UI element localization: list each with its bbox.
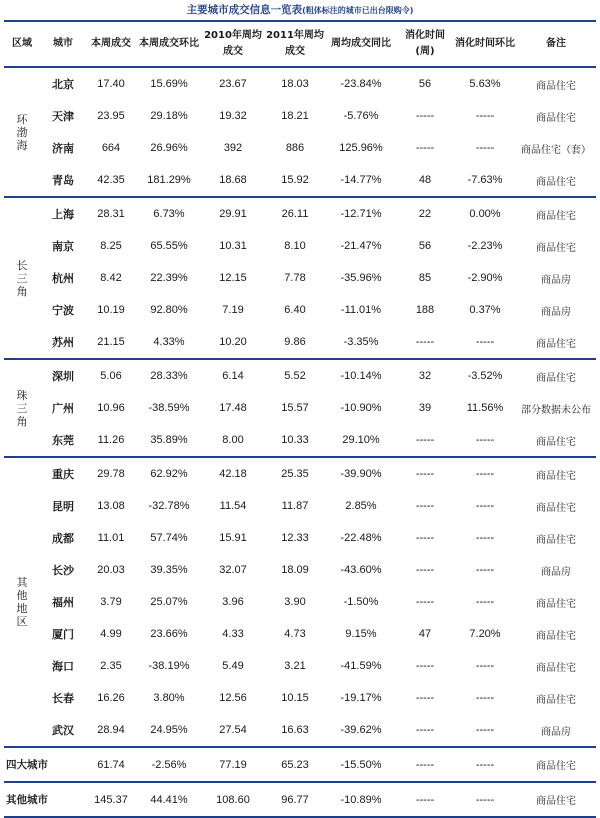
city-name: 福州	[52, 596, 74, 609]
value-cell: -----	[415, 500, 435, 512]
value-cell: -----	[415, 660, 435, 672]
note-cell: 商品房	[541, 726, 571, 738]
table-title	[0, 0, 600, 20]
value-cell: 6.14	[202, 359, 264, 392]
value-cell: -----	[415, 110, 435, 122]
table-row	[4, 522, 596, 554]
value-cell: 5.06	[86, 359, 136, 392]
table-row	[4, 424, 596, 457]
region-name: 其他地区	[16, 576, 28, 628]
value-cell: -----	[475, 142, 495, 154]
value-cell: -2.56%	[136, 747, 202, 782]
value-cell: -38.19%	[148, 660, 190, 672]
value-cell: 18.21	[281, 110, 309, 122]
value-cell: 16.26	[97, 692, 125, 704]
note-cell: 商品住宅	[536, 502, 576, 514]
table-row	[4, 392, 596, 424]
value-cell: 42.18	[202, 457, 264, 490]
value-cell: 8.25	[100, 240, 122, 252]
column-header: 区域	[4, 21, 40, 67]
value-cell: 9.86	[284, 336, 306, 348]
value-cell: -----	[475, 434, 495, 446]
value-cell: -----	[475, 724, 495, 736]
value-cell: -----	[475, 500, 495, 512]
value-cell: -10.89%	[326, 782, 396, 817]
value-cell: 85	[418, 272, 432, 284]
note-cell: 商品房	[541, 306, 571, 318]
value-cell: 15.91	[219, 532, 247, 544]
city-name: 海口	[52, 660, 74, 673]
value-cell: -22.48%	[340, 532, 382, 544]
value-cell: 35.89%	[150, 434, 188, 446]
value-cell: -35.96%	[340, 272, 382, 284]
value-cell: -----	[415, 724, 435, 736]
value-cell: 16.63	[281, 724, 309, 736]
value-cell: -5.76%	[343, 110, 379, 122]
value-cell: 12.56	[219, 692, 247, 704]
table-row	[4, 164, 596, 197]
value-cell: -----	[475, 532, 495, 544]
value-cell: 65.55%	[150, 240, 188, 252]
value-cell: -----	[475, 564, 495, 576]
region-label	[4, 359, 40, 457]
column-header: 消化时间环比	[454, 21, 516, 67]
value-cell: -39.90%	[326, 457, 396, 490]
city-name: 广州	[52, 402, 74, 415]
value-cell: 10.31	[219, 240, 247, 252]
region-label	[4, 197, 40, 359]
value-cell: -1.50%	[343, 596, 379, 608]
table-row	[4, 682, 596, 714]
value-cell: 18.03	[264, 67, 326, 100]
value-cell: 25.07%	[150, 596, 188, 608]
value-cell: 20.03	[97, 564, 125, 576]
value-cell: 7.78	[284, 272, 306, 284]
value-cell: 3.79	[100, 596, 122, 608]
value-cell: 29.18%	[150, 110, 188, 122]
value-cell: 5.52	[264, 359, 326, 392]
city-name: 济南	[52, 142, 74, 155]
value-cell: 61.74	[86, 747, 136, 782]
total-row	[4, 747, 596, 782]
value-cell: 15.92	[281, 174, 309, 186]
value-cell: 10.20	[219, 336, 247, 348]
city-name: 厦门	[52, 628, 74, 641]
value-cell: -3.35%	[343, 336, 379, 348]
value-cell: 9.15%	[345, 628, 377, 640]
value-cell: 32	[396, 359, 454, 392]
value-cell: 25.35	[264, 457, 326, 490]
value-cell: -----	[454, 457, 516, 490]
value-cell: 188	[415, 304, 435, 316]
value-cell: -2.23%	[467, 240, 503, 252]
value-cell: 11.01	[97, 532, 125, 544]
value-cell: 23.95	[97, 110, 125, 122]
region-name: 珠三角	[16, 388, 28, 428]
value-cell: 7.20%	[469, 628, 501, 640]
value-cell: -23.84%	[326, 67, 396, 100]
value-cell: -----	[415, 596, 435, 608]
region-label	[4, 457, 40, 747]
region-name: 长三角	[16, 258, 28, 298]
value-cell: 17.48	[219, 402, 247, 414]
value-cell: 48	[418, 174, 432, 186]
value-cell: 17.40	[86, 67, 136, 100]
value-cell: -21.47%	[340, 240, 382, 252]
value-cell: 11.56%	[466, 402, 504, 414]
table-row	[4, 554, 596, 586]
value-cell: 10.19	[97, 304, 125, 316]
table-row	[4, 714, 596, 747]
value-cell: 27.54	[219, 724, 247, 736]
value-cell: 12.33	[281, 532, 309, 544]
value-cell: -43.60%	[340, 564, 382, 576]
city-name: 长沙	[52, 564, 74, 577]
value-cell: -10.90%	[340, 402, 382, 414]
value-cell: 6.73%	[136, 197, 202, 230]
note-cell: 商品住宅	[516, 782, 596, 817]
value-cell: 56	[396, 67, 454, 100]
note-cell: 商品住宅	[516, 359, 596, 392]
value-cell: 181.29%	[147, 174, 191, 186]
city-name: 昆明	[52, 500, 74, 513]
value-cell: 8.10	[284, 240, 306, 252]
note-cell: 商品住宅	[536, 630, 576, 642]
value-cell: -14.77%	[340, 174, 382, 186]
value-cell: -19.17%	[340, 692, 382, 704]
value-cell: -----	[475, 692, 495, 704]
note-cell: 商品住宅	[536, 436, 576, 448]
note-cell: 商品住宅	[536, 598, 576, 610]
note-cell: 商品住宅	[536, 662, 576, 674]
note-cell: 商品住宅	[536, 694, 576, 706]
column-header: 城市	[40, 21, 86, 67]
note-cell: 商品住宅	[536, 242, 576, 254]
value-cell: -15.50%	[326, 747, 396, 782]
value-cell: 4.33%	[153, 336, 185, 348]
transaction-table	[4, 20, 596, 818]
value-cell: 44.41%	[136, 782, 202, 817]
value-cell: 125.96%	[339, 142, 383, 154]
note-cell: 商品住宅（套）	[521, 144, 591, 156]
region-label	[4, 67, 40, 197]
value-cell: 6.40	[284, 304, 306, 316]
region-name: 环渤海	[16, 112, 28, 152]
column-header: 周均成交同比	[326, 21, 396, 67]
value-cell: -----	[415, 142, 435, 154]
note-cell: 商品住宅	[536, 534, 576, 546]
value-cell: 47	[418, 628, 432, 640]
value-cell: 23.67	[202, 67, 264, 100]
value-cell: 0.37%	[469, 304, 501, 316]
value-cell: -----	[475, 596, 495, 608]
value-cell: -7.63%	[467, 174, 503, 186]
value-cell: 7.19	[222, 304, 244, 316]
table-row	[4, 100, 596, 132]
value-cell: 886	[285, 142, 305, 154]
note-cell: 商品住宅	[516, 747, 596, 782]
value-cell: 13.08	[97, 500, 125, 512]
table-row	[4, 490, 596, 522]
value-cell: -38.59%	[148, 402, 190, 414]
value-cell: -----	[415, 434, 435, 446]
value-cell: 8.00	[222, 434, 244, 446]
city-name: 天津	[52, 110, 74, 123]
value-cell: -----	[396, 747, 454, 782]
value-cell: 2.85%	[345, 500, 377, 512]
column-header: 2010年周均成交	[202, 21, 264, 67]
note-cell: 商品住宅	[516, 67, 596, 100]
note-cell: 商品住宅	[536, 338, 576, 350]
value-cell: 664	[101, 142, 121, 154]
table-row	[4, 326, 596, 359]
value-cell: 19.32	[219, 110, 247, 122]
value-cell: 21.15	[97, 336, 125, 348]
value-cell: 62.92%	[136, 457, 202, 490]
value-cell: 4.33	[222, 628, 244, 640]
value-cell: 10.33	[281, 434, 309, 446]
table-row	[4, 262, 596, 294]
value-cell: -----	[415, 532, 435, 544]
value-cell: 22	[396, 197, 454, 230]
table-row	[4, 457, 596, 490]
value-cell: 3.90	[284, 596, 306, 608]
value-cell: 4.73	[284, 628, 306, 640]
value-cell: 11.54	[219, 500, 247, 512]
value-cell: -----	[396, 782, 454, 817]
city-name: 武汉	[52, 724, 74, 737]
value-cell: 0.00%	[454, 197, 516, 230]
city-name: 长春	[52, 692, 74, 705]
value-cell: 26.11	[264, 197, 326, 230]
value-cell: -----	[415, 692, 435, 704]
value-cell: 3.21	[284, 660, 306, 672]
value-cell: -11.01%	[340, 304, 382, 316]
value-cell: 42.35	[97, 174, 125, 186]
value-cell: -32.78%	[148, 500, 190, 512]
value-cell: 39	[418, 402, 432, 414]
value-cell: 18.68	[219, 174, 247, 186]
city-name: 北京	[40, 67, 86, 100]
note-cell: 商品房	[541, 566, 571, 578]
table-row	[4, 586, 596, 618]
column-header: 本周成交环比	[136, 21, 202, 67]
city-name: 南京	[52, 240, 74, 253]
value-cell: 92.80%	[150, 304, 188, 316]
table-row	[4, 132, 596, 164]
value-cell: -----	[475, 110, 495, 122]
city-name: 东莞	[52, 434, 74, 447]
value-cell: -----	[396, 457, 454, 490]
value-cell: -----	[415, 336, 435, 348]
value-cell: 108.60	[202, 782, 264, 817]
value-cell: -----	[415, 564, 435, 576]
value-cell: -----	[475, 336, 495, 348]
value-cell: 15.57	[281, 402, 309, 414]
value-cell: 11.87	[281, 500, 309, 512]
value-cell: 28.31	[86, 197, 136, 230]
value-cell: 29.78	[86, 457, 136, 490]
value-cell: 11.26	[97, 434, 125, 446]
value-cell: -3.52%	[454, 359, 516, 392]
title-note: (粗体标注的城市已出台限购令)	[302, 6, 414, 15]
city-name: 宁波	[52, 304, 74, 317]
value-cell: 24.95%	[150, 724, 188, 736]
city-name: 苏州	[52, 336, 74, 349]
note-cell: 商品住宅	[516, 457, 596, 490]
value-cell: 77.19	[202, 747, 264, 782]
table-row	[4, 197, 596, 230]
total-label: 其他城市	[4, 782, 86, 817]
table-row	[4, 650, 596, 682]
value-cell: -10.14%	[326, 359, 396, 392]
value-cell: 10.15	[281, 692, 309, 704]
note-cell: 商品住宅	[516, 197, 596, 230]
value-cell: -41.59%	[340, 660, 382, 672]
column-header: 消化时间(周)	[396, 21, 454, 67]
value-cell: 29.91	[202, 197, 264, 230]
value-cell: -39.62%	[340, 724, 382, 736]
city-name: 杭州	[52, 272, 74, 285]
value-cell: 12.15	[219, 272, 247, 284]
table-body	[4, 67, 596, 817]
column-header: 2011年周均成交	[264, 21, 326, 67]
value-cell: 32.07	[219, 564, 247, 576]
value-cell: 4.99	[100, 628, 122, 640]
note-cell: 部分数据未公布	[521, 404, 591, 416]
value-cell: 10.96	[97, 402, 125, 414]
header-row	[4, 21, 596, 67]
table-header	[4, 21, 596, 67]
value-cell: 22.39%	[150, 272, 188, 284]
value-cell: 145.37	[86, 782, 136, 817]
value-cell: -----	[475, 660, 495, 672]
table-row	[4, 230, 596, 262]
value-cell: 3.80%	[153, 692, 185, 704]
value-cell: -----	[454, 782, 516, 817]
note-cell: 商品住宅	[536, 112, 576, 124]
title-text: 主要城市成交信息一览表	[186, 4, 303, 16]
value-cell: 65.23	[264, 747, 326, 782]
note-cell: 商品房	[541, 274, 571, 286]
total-label: 四大城市	[4, 747, 86, 782]
city-name: 重庆	[40, 457, 86, 490]
value-cell: 2.35	[100, 660, 122, 672]
value-cell: -12.71%	[326, 197, 396, 230]
value-cell: 23.66%	[150, 628, 188, 640]
city-name: 青岛	[52, 174, 74, 187]
value-cell: 18.09	[281, 564, 309, 576]
value-cell: 28.33%	[136, 359, 202, 392]
value-cell: 3.96	[222, 596, 244, 608]
table-row	[4, 67, 596, 100]
city-name: 深圳	[40, 359, 86, 392]
value-cell: 8.42	[100, 272, 122, 284]
value-cell: 15.69%	[136, 67, 202, 100]
value-cell: 57.74%	[150, 532, 188, 544]
value-cell: 56	[418, 240, 432, 252]
column-header: 备注	[516, 21, 596, 67]
city-name: 成都	[52, 532, 74, 545]
value-cell: 39.35%	[150, 564, 188, 576]
table-row	[4, 618, 596, 650]
value-cell: 392	[223, 142, 243, 154]
table-row	[4, 359, 596, 392]
note-cell: 商品住宅	[536, 176, 576, 188]
value-cell: 29.10%	[342, 434, 380, 446]
city-name: 上海	[40, 197, 86, 230]
value-cell: 28.94	[97, 724, 125, 736]
value-cell: 26.96%	[150, 142, 188, 154]
value-cell: 96.77	[264, 782, 326, 817]
total-row	[4, 782, 596, 817]
table-row	[4, 294, 596, 326]
value-cell: -----	[454, 747, 516, 782]
value-cell: 5.49	[222, 660, 244, 672]
value-cell: 5.63%	[454, 67, 516, 100]
column-header: 本周成交	[86, 21, 136, 67]
value-cell: -2.90%	[467, 272, 503, 284]
